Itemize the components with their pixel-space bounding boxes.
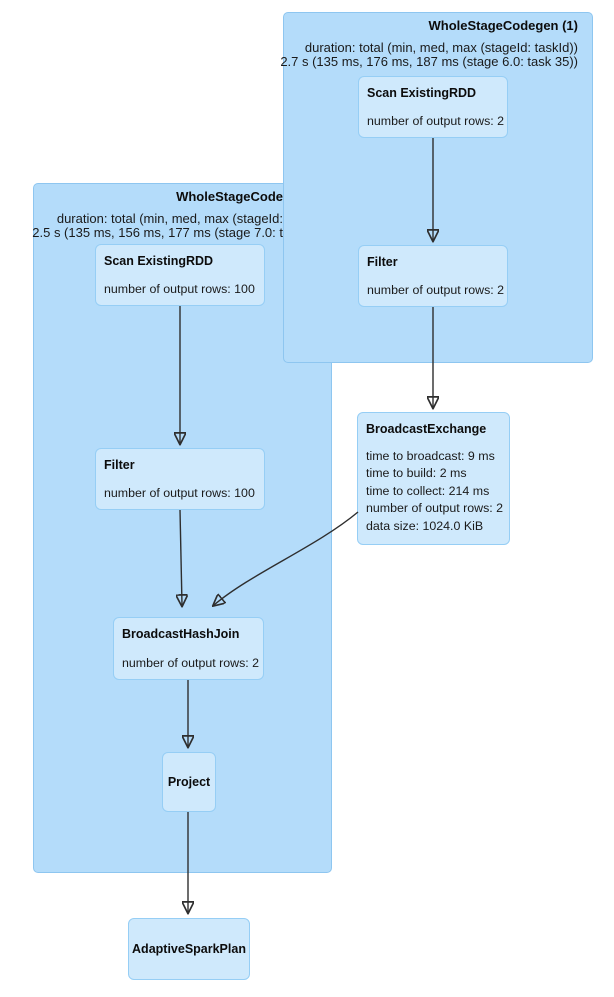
plan-node-filter-2 [95, 448, 265, 510]
cluster-wholestagecodegen-1 [280, 12, 593, 363]
node-metric: number of output rows: 100 [104, 282, 255, 296]
cluster-duration [280, 41, 578, 68]
node-title: Filter [104, 458, 135, 472]
node-metrics [366, 448, 504, 536]
node-title: Filter [367, 255, 398, 269]
cluster-title: WholeStageCode [176, 189, 283, 204]
node-title: Project [167, 775, 211, 789]
duration-label: duration: total (min, med, max (stageId: taskId)) [304, 40, 578, 55]
node-title: AdaptiveSparkPlan [132, 942, 246, 956]
plan-node-adaptive-spark-plan [128, 918, 250, 980]
plan-node-filter-1 [358, 245, 508, 307]
duration-label: duration: total (min, med, max (stageId: [56, 211, 283, 226]
node-title: Scan ExistingRDD [104, 254, 214, 268]
node-metric: number of output rows: 2 [367, 114, 505, 128]
node-title: BroadcastHashJoin [122, 627, 240, 641]
cluster-title: WholeStageCodegen (1) [428, 18, 578, 33]
plan-node-broadcast-exchange [357, 412, 510, 545]
duration-value: 2.7 s (135 ms, 176 ms, 187 ms (stage 6.0: task 35)) [280, 53, 578, 69]
node-title: Scan ExistingRDD [367, 86, 477, 100]
plan-node-scan-existingrdd-1 [358, 76, 508, 138]
node-metric: time to build: 2 ms [366, 466, 467, 480]
node-metric: time to broadcast: 9 ms [366, 448, 495, 463]
node-metric: number of output rows: 2 [366, 501, 504, 515]
cluster-duration [32, 212, 283, 239]
node-metric: data size: 1024.0 KiB [366, 518, 484, 533]
cluster-header [280, 18, 578, 68]
node-metric: number of output rows: 2 [122, 656, 260, 670]
duration-value: 2.5 s (135 ms, 156 ms, 177 ms (stage 7.0: t [32, 224, 283, 240]
plan-node-project [162, 752, 216, 812]
node-title: BroadcastExchange [366, 422, 487, 436]
plan-node-scan-existingrdd-2 [95, 244, 265, 306]
node-metric: number of output rows: 100 [104, 486, 255, 500]
node-metric: time to collect: 214 ms [366, 483, 490, 498]
cluster-header [32, 189, 283, 239]
node-metric: number of output rows: 2 [367, 283, 505, 297]
plan-node-broadcast-hash-join [113, 617, 264, 680]
